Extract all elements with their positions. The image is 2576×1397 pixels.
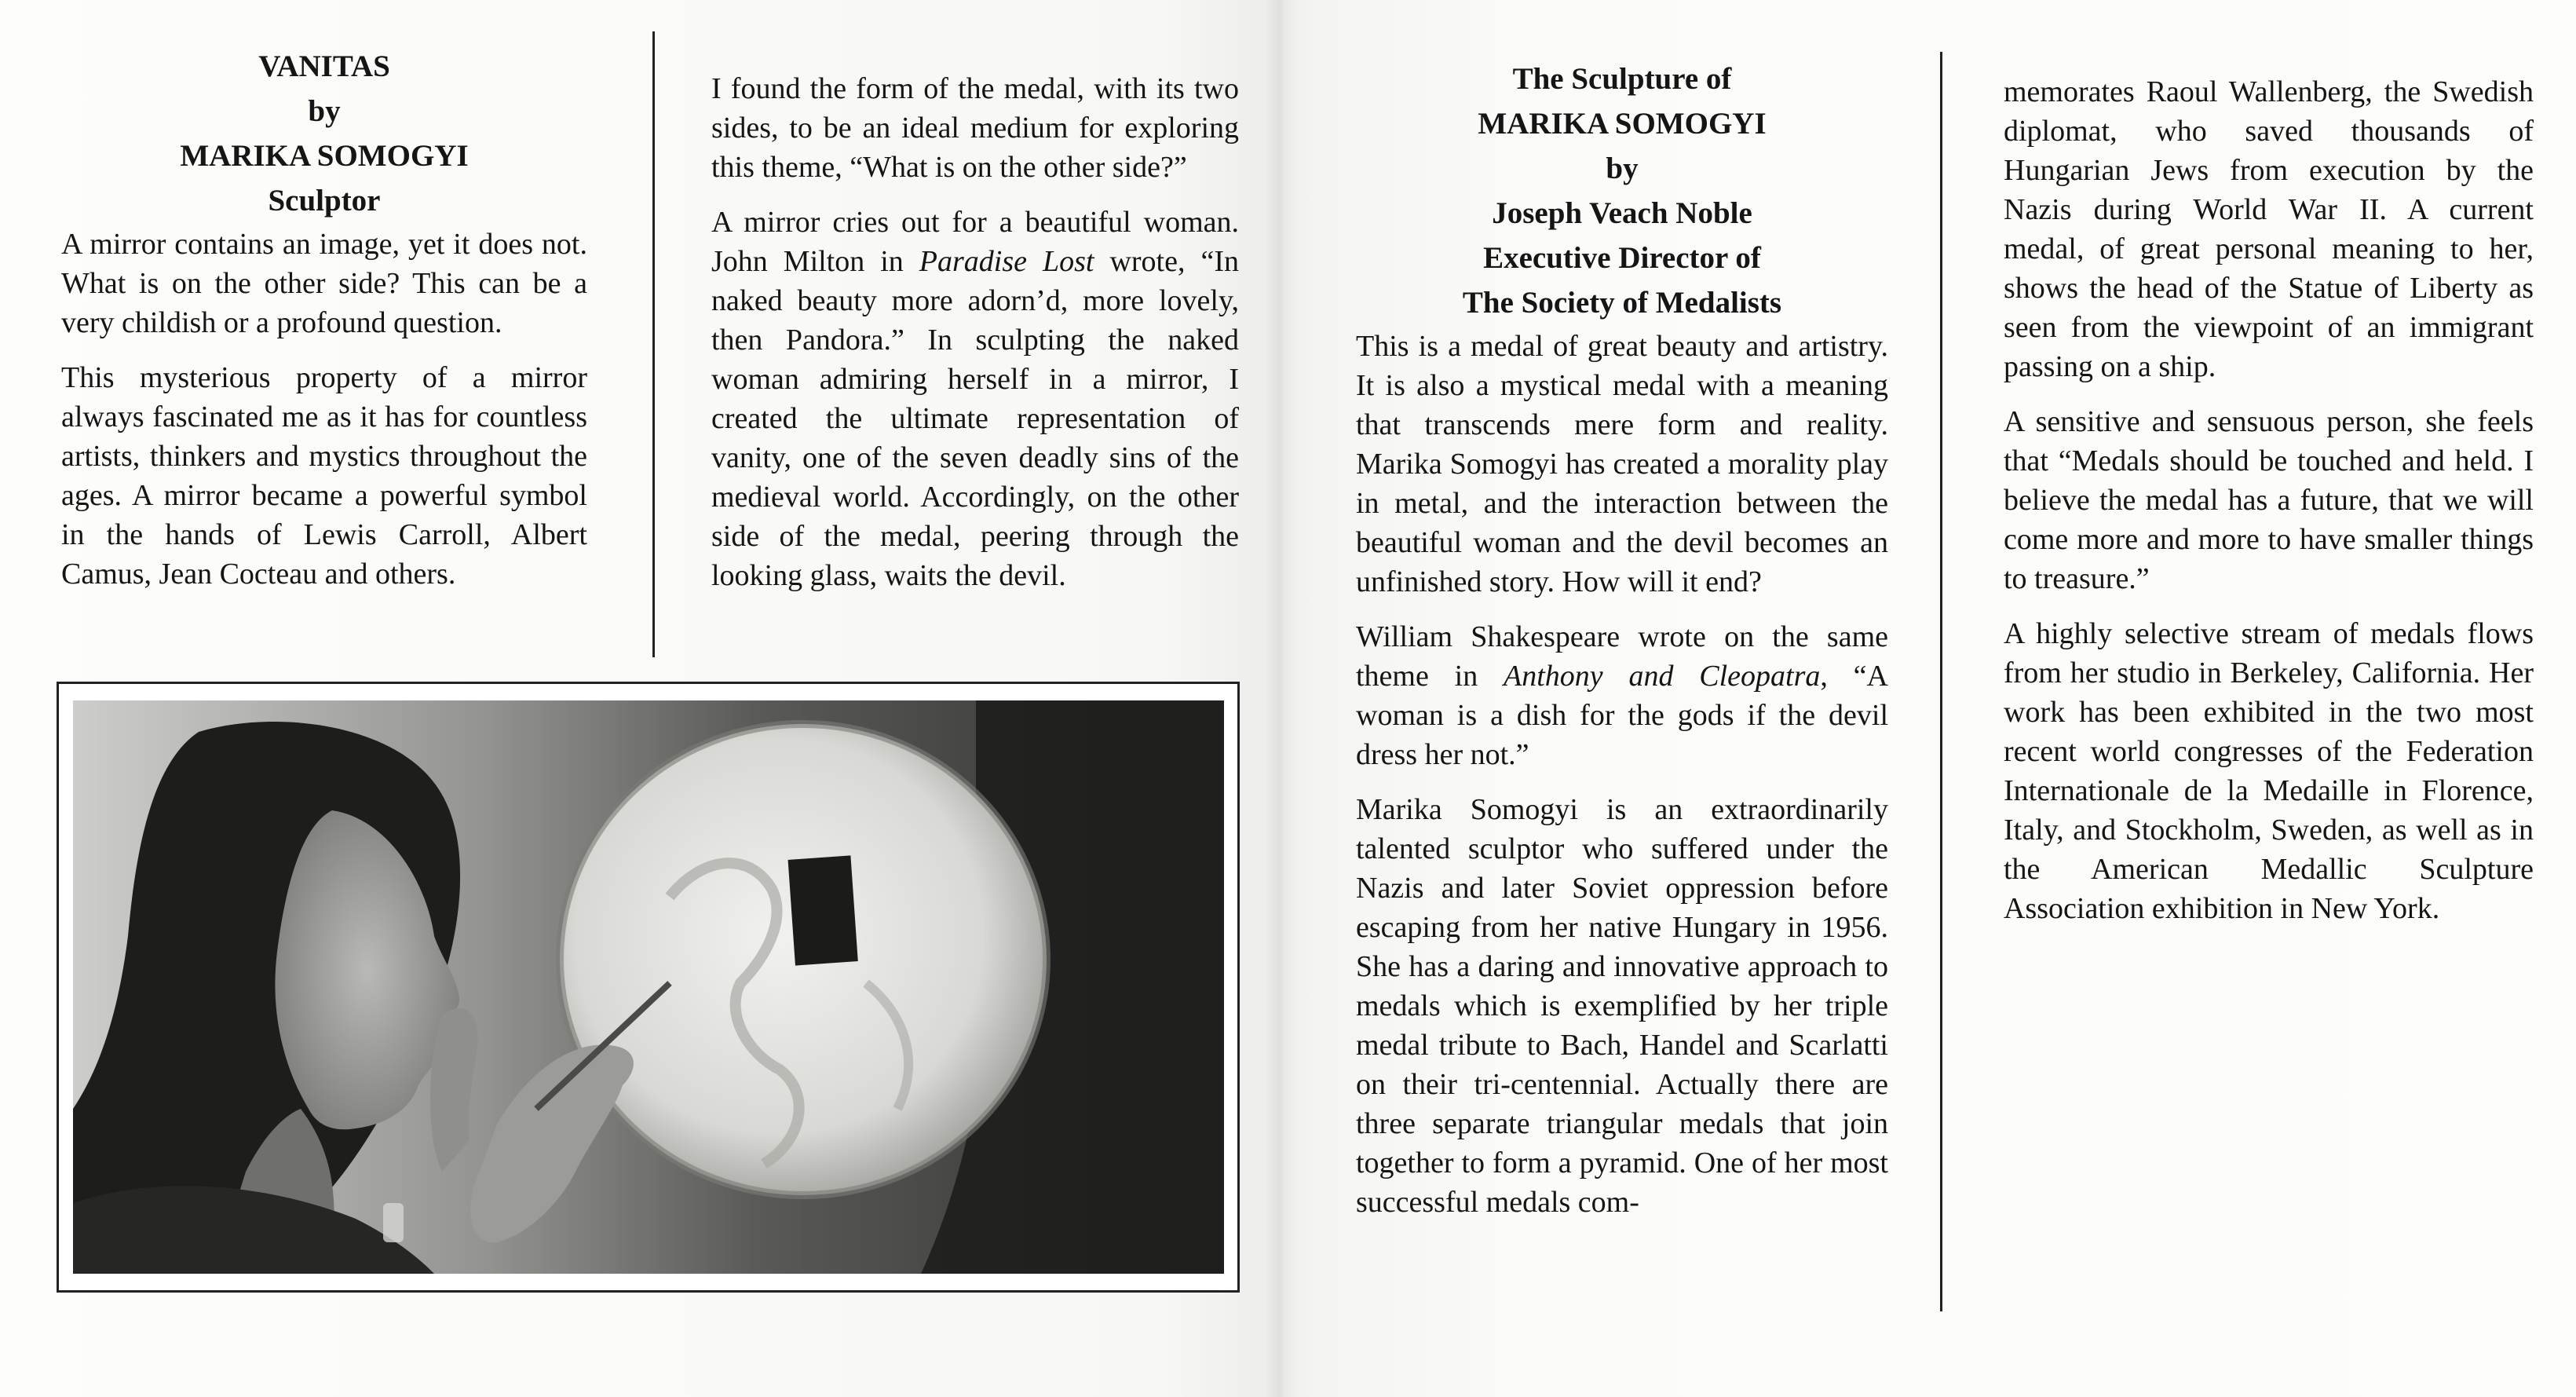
paragraph: This is a medal of great beauty and artistry. It is also a mystical medal with a meaning that transcends mere form and reality. Marika Somogyi has created a morality play in metal, and the interaction between the beautiful woman and the devil becomes an unfinished story. How will it end? [1356,330,1888,598]
sculptor-photo [73,700,1224,1274]
byline-by: by [308,94,341,128]
heading-line: MARIKA SOMOGYI [1478,107,1767,141]
article-title: VANITAS [258,49,390,83]
heading-line: by [1606,152,1639,185]
center-fold [1266,0,1297,1397]
author-name: Joseph Veach Noble [1492,196,1752,230]
column-divider [652,31,655,657]
paragraph: I found the form of the medal, with its two sides, to be an ideal medium for exploring this theme, “What is on the other side?” [711,72,1239,184]
paragraph: A mirror cries out for a beautiful woman. John Milton in Paradise Lost wrote, “In naked beauty more adorn’d, more lovely, then Pandora.” In sculpting the naked woman admiring herself in a mirror, I created the ultimate representation of vanity, one of the seven deadly sins of the medieval world. Accordingly, on the other side of the medal, peering through the looking glass, waits the devil. [711,206,1239,592]
paragraph: Marika Somogyi is an extraordinarily talented sculptor who suffered under the Nazis and later Soviet oppression before escaping from her native Hungary in 1956. She has a daring and innovative approach to medals which is exemplified by her triple medal tribute to Bach, Handel and Scarlatti on their tri-centennial. Actually there are three separate triangular medals that join together to form a pyramid. One of her most successful medals com- [1356,793,1888,1219]
heading-line: The Sculpture of [1512,62,1732,96]
column-1 [61,44,587,609]
paragraph: A sensitive and sensuous person, she feels that “Medals should be touched and held. I believe the medal has a future, that we will come more and more to have smaller things to treasure.” [2004,405,2534,595]
sculptor-photo-frame [57,682,1240,1293]
paragraph: A mirror contains an image, yet it does not. What is on the other side? This can be a very childish or a profound question. [61,228,587,339]
essay-heading [1356,57,1888,325]
paragraph: William Shakespeare wrote on the same theme in Anthony and Cleopatra, “A woman is a dish for the gods if the devil dress her not.” [1356,620,1888,771]
artist-name: MARIKA SOMOGYI [180,139,469,173]
vanitas-heading [61,44,587,223]
paragraph: A highly selective stream of medals flows from her studio in Berkeley, California. Her work has been exhibited in the two most recent world congresses of the Federation Internationale de la Medaille in Florence, Italy, and Stockholm, Sweden, as well as in the American Medallic Sculpture Association exhibition in New York. [2004,617,2534,925]
artist-role: Sculptor [268,184,381,218]
play-title: Anthony and Cleopatra [1504,660,1821,693]
column-divider [1940,52,1942,1311]
column-2 [711,69,1239,611]
column-4 [2004,72,2534,944]
column-3 [1356,57,1888,1238]
organization-name: The Society of Medalists [1462,286,1782,320]
author-title: Executive Director of [1483,241,1761,275]
paragraph: This mysterious property of a mirror always fascinated me as it has for countless artists, thinkers and mystics throughout the ages. A mirror became a powerful symbol in the hands of Lewis Carroll, Albert Camus, Jean Cocteau and others. [61,361,587,591]
book-title: Paradise Lost [919,245,1094,278]
paragraph: memorates Raoul Wallenberg, the Swedish diplomat, who saved thousands of Hungarian Jews from execution by the Nazis during World War II. A current medal, of great personal meaning to her, shows the head of the Statue of Liberty as seen from the viewpoint of an immigrant passing on a ship. [2004,75,2534,383]
